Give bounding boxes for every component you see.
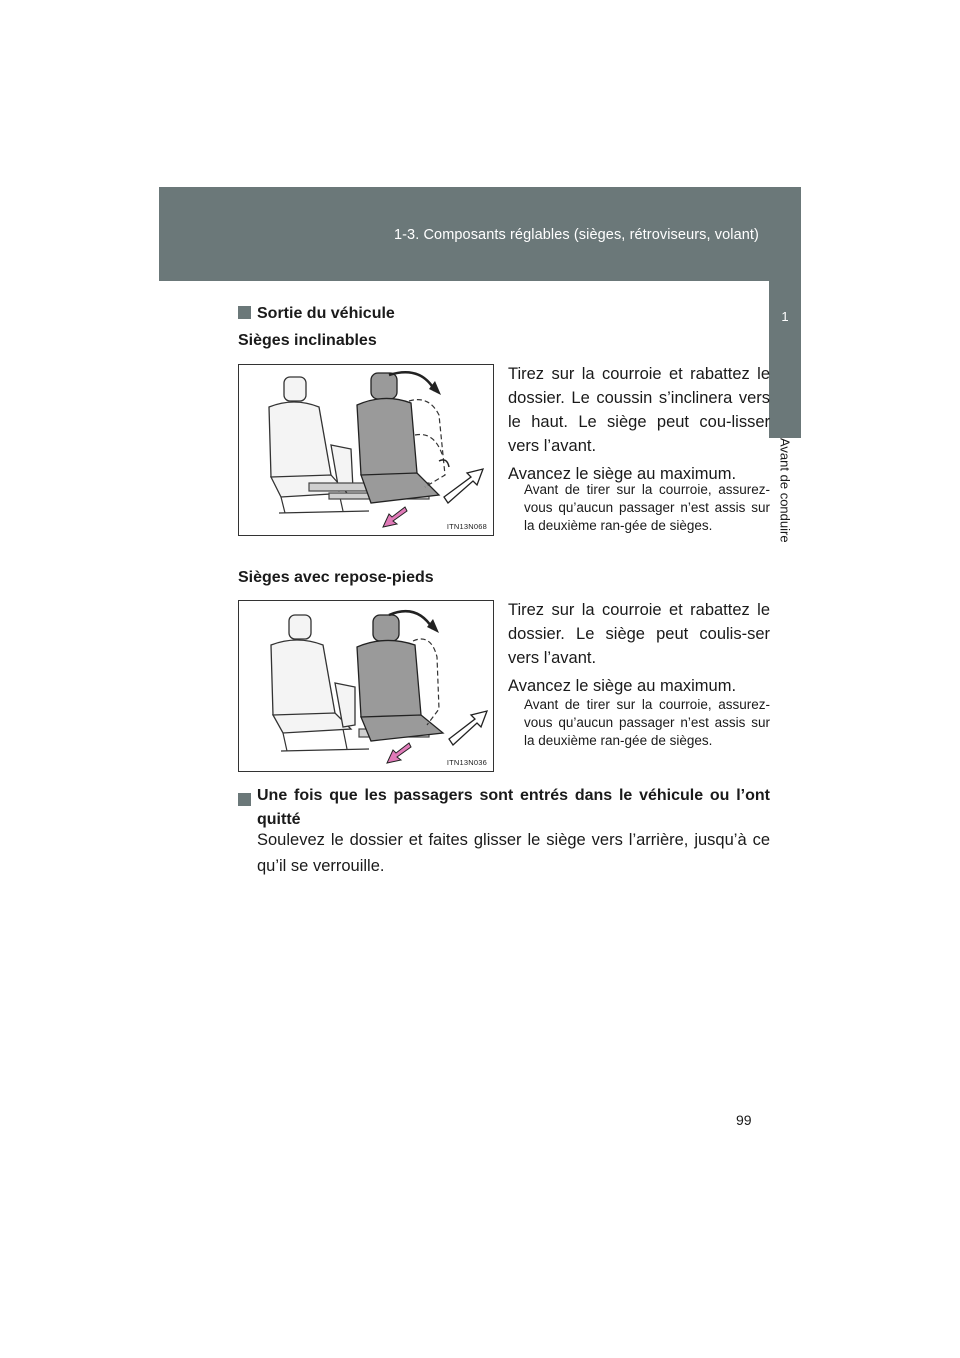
figure-reclining-seat (238, 364, 494, 536)
section-title-after-passengers: Une fois que les passagers sont entrés dans le véhicule ou l’ont quitté (238, 784, 770, 832)
square-bullet-icon (238, 306, 251, 319)
chapter-tab (769, 281, 801, 438)
chapter-label-wrap (769, 438, 801, 598)
page-number: 99 (736, 1112, 752, 1128)
instruction-paragraph: Avancez le siège au maximum. (508, 465, 737, 483)
figure-code: ITN13N036 (446, 758, 487, 767)
header-bar (159, 187, 801, 281)
section-title-exit: Sortie du véhicule (238, 305, 395, 323)
instruction-text-2 (508, 598, 770, 698)
instruction-paragraph: Tirez sur la courroie et rabattez le dossier. Le siège peut coulis-ser vers l’avant. (508, 601, 770, 667)
instruction-text-1 (508, 362, 770, 486)
section2-body-text: Soulevez le dossier et faites glisser le siège vers l’arrière, jusqu’à ce qu’il se verrouille. (257, 831, 770, 875)
subtitle-reclining-seats: Sièges inclinables (238, 332, 377, 349)
square-bullet-wrap (238, 789, 257, 813)
caution-note-2: Avant de tirer sur la courroie, assurez-vous qu’aucun passager n’est assis sur la deuxième ran-gée de sièges. (524, 697, 770, 748)
seat-fold-illustration-2 (239, 601, 493, 773)
instruction-paragraph: Avancez le siège au maximum. (508, 677, 737, 695)
caution-note-1: Avant de tirer sur la courroie, assurez-vous qu’aucun passager n’est assis sur la deuxième ran-gée de sièges. (524, 482, 770, 533)
chapter-number: 1 (781, 309, 789, 324)
figure-footrest-seat (238, 600, 494, 772)
square-bullet-icon (238, 793, 251, 806)
subtitle-footrest-seats: Sièges avec repose-pieds (238, 569, 434, 586)
instruction-paragraph: Tirez sur la courroie et rabattez le dossier. Le coussin s’inclinera vers le haut. Le siège peut cou-lisser vers l’avant. (508, 365, 770, 455)
section-breadcrumb: 1-3. Composants réglables (sièges, rétroviseurs, volant) (393, 227, 759, 243)
chapter-label: Avant de conduire (777, 438, 793, 543)
seat-fold-illustration-1 (239, 365, 493, 535)
figure-code: ITN13N068 (446, 522, 487, 531)
